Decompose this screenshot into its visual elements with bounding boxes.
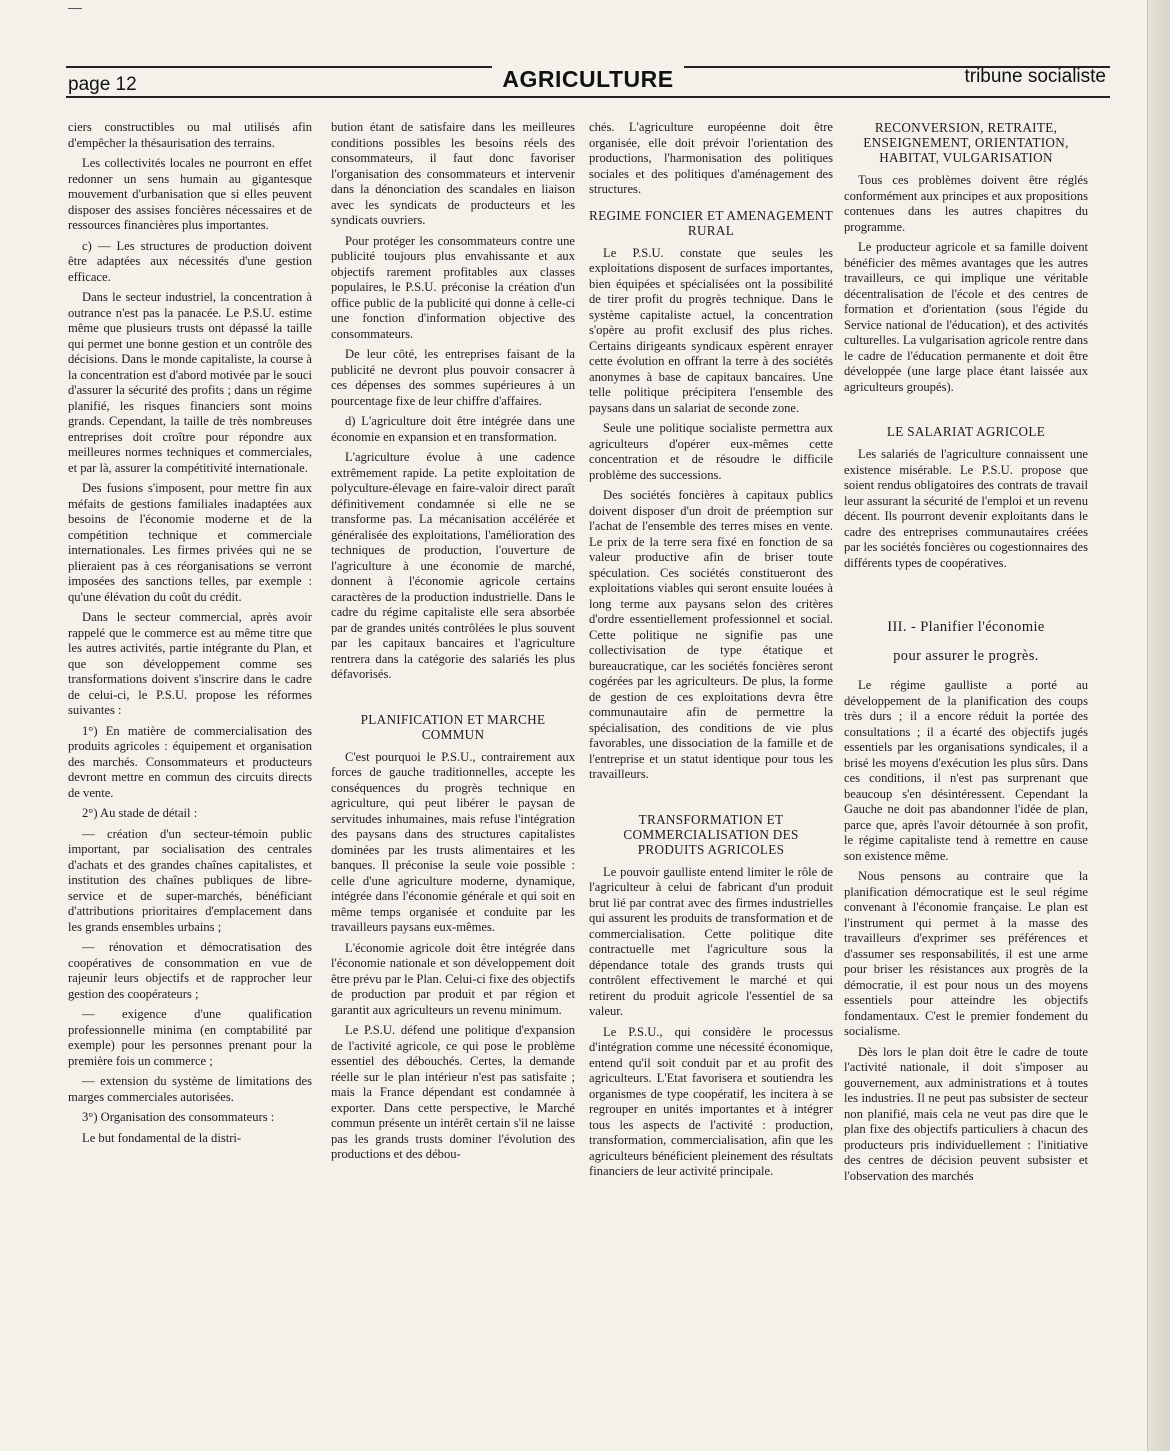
paragraph: Les collectivités locales ne pourront en effet redonner un sens humain au gigantesque mouvement d'urbanisation que si elles peuvent disposer des assises foncières nécessaires et de ressources financières plus importantes.	[68, 156, 312, 232]
paragraph: Le but fondamental de la distri-	[82, 1130, 242, 1145]
spacer	[844, 576, 1088, 598]
subheading-planification: PLANIFICATION ET MARCHE COMMUN	[360, 711, 546, 742]
paragraph: De leur côté, les entreprises faisant de la publicité ne devront plus pouvoir consacrer à ces dépenses des sommes supérieures à un pourcentage fixe de leur chiffre d'affaires.	[331, 347, 575, 408]
paragraph: L'économie agricole doit être intégrée dans l'économie nationale et son développement doit être prévu par le Plan. Celui-ci fixe des objectifs de production par produit et par région et garantit aux agriculteurs un revenu minimum.	[331, 940, 575, 1017]
paragraph: Le P.S.U., qui considère le processus d'intégration comme une nécessité économique, entend qu'il soit conduit par et au profit des agriculteurs. L'Etat favorisera et soutiendra les organismes de type coopératif, les incitera à se regrouper en unités importantes et à intégrer tous les aspects de l'activité : production, transformation, commercialisation, afin que les agriculteurs bénéficient pleinement des résultats financiers de leur activité principale.	[589, 1024, 833, 1178]
column-4	[844, 120, 1088, 1390]
paragraph: chés. L'agriculture européenne doit être organisée, elle doit prévoir l'orientation des productions, l'harmonisation des politiques sociales et des politiques d'aménagement des structures.	[589, 120, 833, 196]
paragraph: Pour protéger les consommateurs contre une publicité toujours plus envahissante et aux objectifs rarement profitables aux classes populaires, le P.S.U. préconise la création d'un office public de la publicité qui donne à celle-ci une fonction d'information objective des consommateurs.	[331, 233, 575, 341]
subheading-regime-foncier: REGIME FONCIER ET AMENAGEMENT RURAL	[589, 207, 833, 238]
section-heading-planifier: III. - Planifier l'économie	[887, 619, 1045, 635]
paragraph: C'est pourquoi le P.S.U., contrairement aux forces de gauche traditionnelles, accepte les conséquences du progrès technique en agriculture, qui peut libérer le paysan de servitudes inhumaines, mais refuse l'intégration des paysans dans des structures capitalistes dominées par les trusts alimentaires et les banques. Il préconise la seule voie possible : celle d'une agriculture moderne, dynamique, intégrée dans l'économie générale et qui soit en même temps organisée et conduite par les travailleurs paysans eux-mêmes.	[331, 749, 575, 934]
column-1	[68, 120, 312, 1390]
paragraph: c) — Les structures de production doivent être adaptées aux nécessités d'une gestion efficace.	[68, 238, 312, 284]
paragraph: Des sociétés foncières à capitaux publics doivent disposer d'un droit de préemption sur l'achat de l'ensemble des terres mises en vente. Le prix de la terre sera fixé en fonction de sa valeur productive afin de briser toute spéculation. Ces sociétés constitueront des exploitations viables qui seront ensuite louées à long terme aux paysans selon des critères d'ordre essentiellement professionnel et social. Cette politique ne signifie pas une collectivisation de type étatique et bureaucratique, car les sociétés foncières seront cogérées par les agriculteurs. De plus, la forme de gestion de ces exploitations devra être communautaire afin de permettre la spécialisation, des conditions de vie plus favorables, une dissociation de la famille et de l'entreprise et un statut identique pour tous les travailleurs.	[589, 488, 833, 781]
paragraph: Les salariés de l'agriculture connaissent une existence misérable. Le P.S.U. propose que soient rendus obligatoires des contrats de travail leur assurant la sécurité de l'emploi et un revenu décent. Ils pourront devenir exploitants dans le cadre des entreprises communautaires créées par les sociétés foncières ou cogestionnaires des différents types de coopératives.	[844, 447, 1088, 570]
top-mark	[68, 8, 82, 9]
paragraph: Le pouvoir gaulliste entend limiter le rôle de l'agriculteur à celui de fabricant d'un produit brut lié par contrat avec des firmes industrielles qui assurent les produits de transformation et de commercialisation. Cette politique dite contractuelle met l'agriculture sous la dépendance totale des grands trusts qui contrôlent effectivement le marché et qui retirent du produit agricole l'essentiel de sa valeur.	[589, 864, 833, 1018]
paragraph: Le régime gaulliste a porté au développement de la planification des coups très durs ; il a encore réduit la portée des consultations ; il a écarté des objectifs jugés essentiels par les organisations syndicales, il a brisé les moyens d'exécution les plus sûrs. Dans ces conditions, il n'est pas surprenant que beaucoup s'en désintéressent. Cependant la Gauche ne doit pas abandonner l'idée de plan, parce que, après l'avoir détournée à son profit, le régime capitaliste tend à remettre en cause son existence même.	[844, 678, 1088, 863]
spacer	[844, 400, 1088, 414]
column-2	[331, 120, 575, 1390]
page-number: page 12	[68, 74, 137, 95]
paragraph: bution étant de satisfaire dans les meilleures conditions possibles les besoins réels des consommateurs, il faut donc favoriser l'organisation des consommateurs et intervenir dans la dénonciation des scandales en liaison avec les syndicats de producteurs et les syndicats ouvriers.	[331, 120, 575, 227]
paragraph: Le P.S.U. défend une politique d'expansion de l'activité agricole, ce qui pose le problème essentiel des débouchés. Certes, la demande réelle sur le plan intérieur n'est pas satisfaite ; mais la France dépendant est condamnée à exporter. Dans cette perspective, le Marché commun présente un intérêt certain s'il ne laisse pas les grands trusts dominer l'évolution des productions et des débou-	[331, 1023, 575, 1161]
paragraph: Dès lors le plan doit être le cadre de toute l'activité nationale, il doit s'imposer au gouvernement, aux administrations et à toutes les industries. Il ne peut pas subsister de secteur non planifié, mais cela ne veut pas dire que le plan fixe des objectifs particuliers à chacun des producteurs pris individuellement : l'initiative des centres de décision peuvent subsister et l'observation des marchés	[844, 1044, 1088, 1183]
subheading-transformation: TRANSFORMATION ET COMMERCIALISATION DES PRODUITS AGRICOLES	[623, 811, 799, 857]
paragraph: — extension du système de limitations des marges commerciales autorisées.	[68, 1074, 312, 1104]
section-title-text: AGRICULTURE	[492, 66, 683, 92]
paragraph: 1°) En matière de commercialisation des produits agricoles : équipement et organisation des marchés. Consommateurs et producteurs devront mettre en commun des circuits directs de vente.	[68, 723, 312, 800]
paragraph: Dans le secteur commercial, après avoir rappelé que le commerce est au même titre que les autres activités, partie intégrante du Plan, et que son développement comme ses transformations doivent s'inscrire dans le cadre de celui-ci, le P.S.U. propose les réformes suivantes :	[68, 610, 312, 717]
header-rule-bottom	[66, 96, 1110, 98]
paragraph: — création d'un secteur-témoin public important, par socialisation des centrales d'achats et des grandes chaînes capitalistes, et institution des chaînes publiques de libre-service et de super-marchés, bénéficiant d'attributions prioritaires d'emplacement dans les grands ensembles urbains ;	[68, 826, 312, 934]
paragraph: Des fusions s'imposent, pour mettre fin aux méfaits de gestions familiales inadaptées aux besoins de l'économie moderne et de la compétition technique et commerciale internationales. Les firmes privées qui ne se plieraient pas à ces réorganisations se verront imposées des sanctions telles, par exemple : qu'une élévation du coût du crédit.	[68, 481, 312, 604]
paragraph: Le producteur agricole et sa famille doivent bénéficier des mêmes avantages que les autres travailleurs, ce qui implique une véritable décentralisation de l'école et des centres de formation et d'orientation (sous l'égide du Service national de l'éducation), et des activités culturelles. La vulgarisation agricole rentre dans le cadre de l'éducation permanente et doit être développée (une large place étant laissée aux agriculteurs groupés).	[844, 240, 1088, 394]
paragraph: ciers constructibles ou mal utilisés afin d'empêcher la thésaurisation des terrains.	[68, 120, 312, 150]
spacer	[331, 688, 575, 702]
subheading-reconversion: RECONVERSION, RETRAITE, ENSEIGNEMENT, ORIENTATION, HABITAT, VULGARISATION	[863, 120, 1069, 165]
section-heading-progres: pour assurer le progrès.	[893, 648, 1039, 664]
subheading-salariat: LE SALARIAT AGRICOLE	[886, 424, 1046, 439]
page-edge	[1147, 0, 1170, 1451]
paragraph: Dans le secteur industriel, la concentration à outrance n'est pas la panacée. Le P.S.U. estime même que plusieurs trusts ont dépassé la taille qui permet une bonne gestion et un contrôle des décisions. Dans le monde capitaliste, la course à la concentration est d'abord motivée par le souci d'assurer la sécurité des profits ; dans un régime planifié, les risques financiers sont moins grands. Cependant, la taille de très nombreuses entreprises doit croître pour répondre aux meilleures normes techniques et commerciales, et par là, assurer la compétitivité internationale.	[68, 290, 312, 475]
paragraph: Seule une politique socialiste permettra aux agriculteurs d'opérer eux-mêmes cette concentration et de résoudre le difficile problème des successions.	[589, 421, 833, 482]
paragraph: Tous ces problèmes doivent être réglés conformément aux principes et aux propositions contenues dans les autres chapitres du programme.	[844, 173, 1088, 234]
section-title	[66, 66, 1110, 93]
paragraph: 2°) Au stade de détail :	[82, 806, 198, 820]
column-3	[589, 120, 833, 1390]
paragraph: — exigence d'une qualification professionnelle minima (en comptabilité par exemple) pour les personnes prenant pour la première fois un commerce ;	[68, 1007, 312, 1068]
paragraph: L'agriculture évolue à une cadence extrêmement rapide. La petite exploitation de polyculture-élevage en faire-valoir direct paraît définitivement condamnée si elle ne se transforme pas. La mécanisation accélérée et généralisée des exploitations, l'amélioration des techniques de production, l'ouverture de l'agriculture à une économie de marché, donnent à l'économie agricole certains caractères de la production industrielle. Dans le cadre du régime capitaliste elle sera absorbée par de grandes unités contrôlées le plus souvent par les capitaux bancaires et l'agriculture rentrera dans la catégorie des salariés les plus défavorisés.	[331, 450, 575, 681]
publication-name: tribune socialiste	[964, 66, 1106, 87]
paragraph: d) L'agriculture doit être intégrée dans une économie en expansion et en transformation.	[331, 414, 575, 444]
paragraph: 3°) Organisation des consommateurs :	[82, 1110, 275, 1124]
page-header	[66, 62, 1110, 102]
paragraph: Nous pensons au contraire que la planification démocratique est le seul régime convenant à l'économie française. Le plan est l'instrument qui permet à la masse des travailleurs d'exprimer ses préférences et d'assumer ses responsabilités, il est une arme pour briser les résistances aux progrès de la démocratie, il est pour nous un des moyens essentiels pour atteindre les objectifs fondamentaux. C'est le premier fondement du socialisme.	[844, 869, 1088, 1038]
paragraph: Le P.S.U. constate que seules les exploitations disposent de surfaces importantes, bien équipées et spécialisées ont la possibilité de tirer profit du progrès technique. Dans le système capitaliste actuel, la concentration s'opère au profit exclusif des plus riches. Certains dirigeants syndicaux espèrent enrayer cette évolution en offrant la terre à des sociétés anonymes à base de capitaux bancaires. Une telle politique précipitera l'ensemble des paysans dans un salariat de seconde zone.	[589, 245, 833, 415]
spacer	[589, 788, 833, 802]
paragraph: — rénovation et démocratisation des coopératives de consommation en vue de rajeunir leurs objectifs et de rapprocher leur gestion des coopérateurs ;	[68, 940, 312, 1001]
